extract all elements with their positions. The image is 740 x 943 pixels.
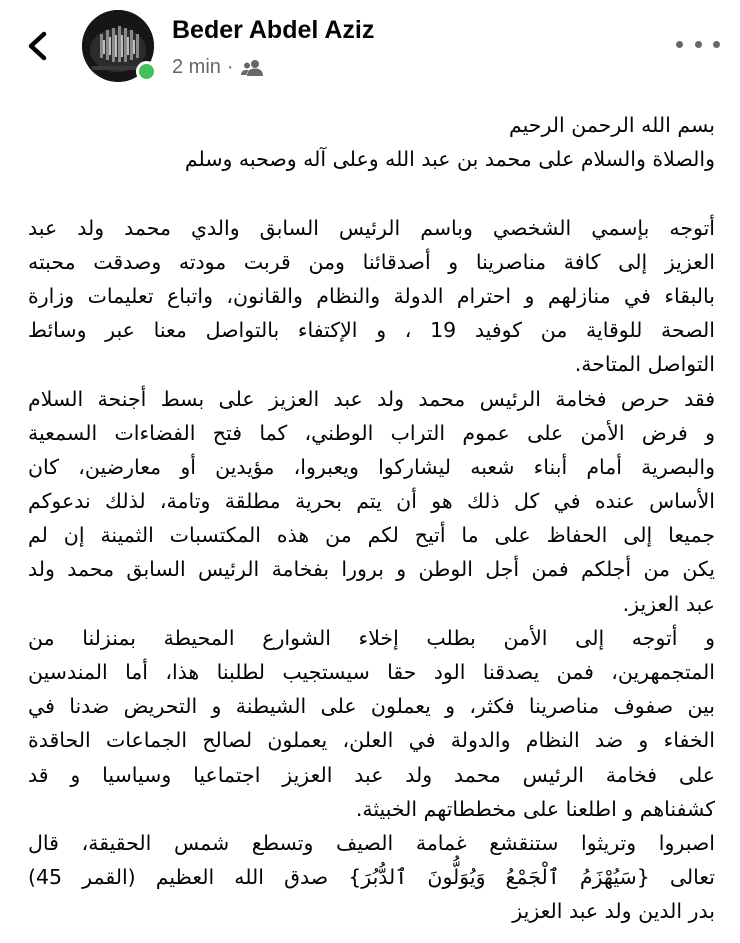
post-text-line: و أتوجه إلى الأمن بطلب إخلاء الشوارع المحيطة بمنزلنا من <box>28 625 715 650</box>
post-text-line: الخفاء و ضد النظام والدولة في العلن، يعملون لصالح الجماعات الحاقدة <box>28 728 715 753</box>
post-text-line: كشفناهم و اطلعنا على مخططاتهم الخبيثة. <box>355 796 715 821</box>
post-text-line <box>28 176 715 210</box>
avatar[interactable] <box>82 10 156 84</box>
post-text-line: على فخامة الرئيس محمد ولد عبد العزيز اجتماعيا وسياسيا و قد <box>28 762 715 787</box>
post-text-line: تعالى {سَيُهْزَمُ ٱلْجَمْعُ وَيُوَلُّونَ ٱلدُّبُرَ} صدق الله العظيم (القمر 45) <box>28 865 715 890</box>
post-text-line: الصحة للوقاية من كوفيد 19 ، و الإكتفاء بالتواصل معنا عبر وسائط <box>28 318 716 343</box>
post-text-line: فقد حرص فخامة الرئيس محمد ولد عبد العزيز على بسط أجنحة السلام <box>28 386 715 411</box>
post-text-line: بسم الله الرحمن الرحيم <box>508 113 715 137</box>
meta-separator: · <box>226 56 234 78</box>
post-text-line: والصلاة والسلام على محمد بن عبد الله وعلى آله وصحبه وسلم <box>184 147 715 172</box>
post-text <box>28 108 715 929</box>
post-meta <box>172 56 264 79</box>
more-options-button[interactable] <box>676 28 720 60</box>
more-options-icon <box>676 41 683 48</box>
post-text-line: جميعا إلى الحفاظ على ما أتيح لكم من هذه المكتسبات الثمينة إن لم <box>28 523 715 548</box>
online-status-icon <box>136 61 157 82</box>
post-header <box>0 0 740 95</box>
post-text-line: الأساس عنده في كل ذلك هو أن يتم بحرية مطلقة وتامة، لذلك ندعوكم <box>28 489 715 514</box>
post-text-line: عبد العزيز. <box>622 591 715 616</box>
post-text-line: أتوجه بإسمي الشخصي وباسم الرئيس السابق والدي محمد ولد عبد <box>28 215 715 240</box>
post-text-line: بالبقاء في منازلهم و احترام الدولة والنظام والقانون، واتباع تعليمات وزارة <box>28 283 715 308</box>
friends-icon[interactable] <box>240 59 264 77</box>
post-text-line: المتجمهرين، فمن يصدقنا الود حقا سيستجيب لطلبنا هذا، أما المندسين <box>28 660 715 684</box>
author-name[interactable]: Beder Abdel Aziz <box>172 16 375 44</box>
post-time[interactable]: 2 min <box>172 56 221 78</box>
post-text-line: التواصل المتاحة. <box>574 352 715 377</box>
post-text-line: اصبروا وتريثوا ستنقشع غمامة الصيف وتسطع شمس الحقيقة، قال <box>28 830 715 855</box>
post-text-line: يكن من أجلكم فمن أجل الوطن و برورا بفخامة الرئيس السابق محمد ولد <box>28 557 715 582</box>
back-button[interactable] <box>14 22 62 70</box>
post-text-line: و فرض الأمن على عموم التراب الوطني، كما فتح الفضاءات السمعية <box>28 420 715 445</box>
post-text-line: والبصرية أمام أبناء شعبه ليشاركوا ويعبروا، مؤيدين أو معارضين، كان <box>28 454 715 479</box>
post-text-line: العزيز إلى كافة مناصرينا و أصدقائنا ومن قربت مودته وصدقت محبته <box>28 249 715 274</box>
back-chevron-icon <box>25 31 51 61</box>
post-text-line: بدر الدين ولد عبد العزيز <box>512 899 715 924</box>
post-text-line: بين صفوف مناصرينا فكثر، و يعملون على الشيطنة و التحريض ضدنا في <box>28 694 715 719</box>
